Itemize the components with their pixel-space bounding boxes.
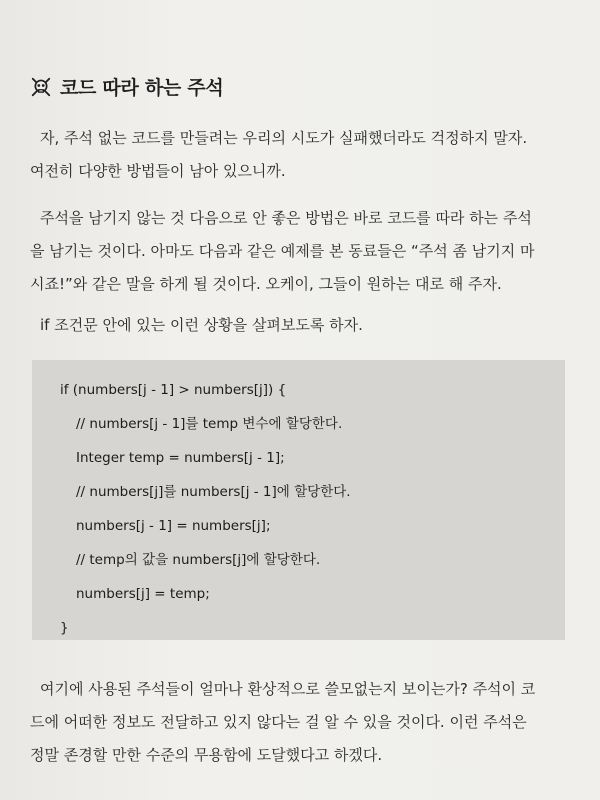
- paragraph-line: 드에 어떠한 정보도 전달하고 있지 않다는 걸 알 수 있을 것이다. 이런 주석은: [30, 713, 527, 731]
- code-line: numbers[j - 1] = numbers[j];: [76, 518, 271, 534]
- paragraph-intro: [30, 122, 578, 188]
- code-comment-line: // temp의 값을 numbers[j]에 할당한다.: [76, 552, 321, 568]
- code-comment-line: // numbers[j]를 numbers[j - 1]에 할당한다.: [76, 484, 351, 500]
- paragraph-line: 여전히 다양한 방법들이 남아 있으니까.: [30, 162, 286, 180]
- code-comment-line: // numbers[j - 1]를 temp 변수에 할당한다.: [76, 416, 343, 432]
- paragraph-line: 주석을 남기지 않는 것 다음으로 안 좋은 방법은 바로 코드를 따라 하는 주석: [40, 209, 532, 227]
- paragraph-echo-comments: [30, 202, 578, 301]
- paragraph-line: 여기에 사용된 주석들이 얼마나 환상적으로 쓸모없는지 보이는가? 주석이 코: [40, 680, 536, 698]
- paragraph-line: if 조건문 안에 있는 이런 상황을 살펴보도록 하자.: [40, 316, 363, 334]
- code-block: [60, 373, 351, 645]
- paragraph-line: 시죠!”와 같은 말을 하게 될 것이다. 오케이, 그들이 원하는 대로 해 주자.: [30, 275, 502, 293]
- section-title: 코드 따라 하는 주석: [60, 77, 224, 99]
- paragraph-line: 자, 주석 없는 코드를 만들려는 우리의 시도가 실패했더라도 걱정하지 말자.: [40, 129, 528, 147]
- paragraph-conclusion: [30, 673, 578, 772]
- paragraph-if-case: [30, 309, 578, 342]
- code-line: if (numbers[j - 1] > numbers[j]) {: [60, 382, 287, 398]
- section-heading: [30, 73, 223, 100]
- skull-crossbones-icon: [30, 76, 52, 98]
- code-line: }: [60, 620, 69, 636]
- paragraph-line: 정말 존경할 만한 수준의 무용함에 도달했다고 하겠다.: [30, 746, 383, 764]
- code-line: numbers[j] = temp;: [76, 586, 210, 602]
- code-line: Integer temp = numbers[j - 1];: [76, 450, 285, 466]
- paragraph-line: 을 남기는 것이다. 아마도 다음과 같은 예제를 본 동료들은 “주석 좀 남기지 마: [30, 242, 535, 260]
